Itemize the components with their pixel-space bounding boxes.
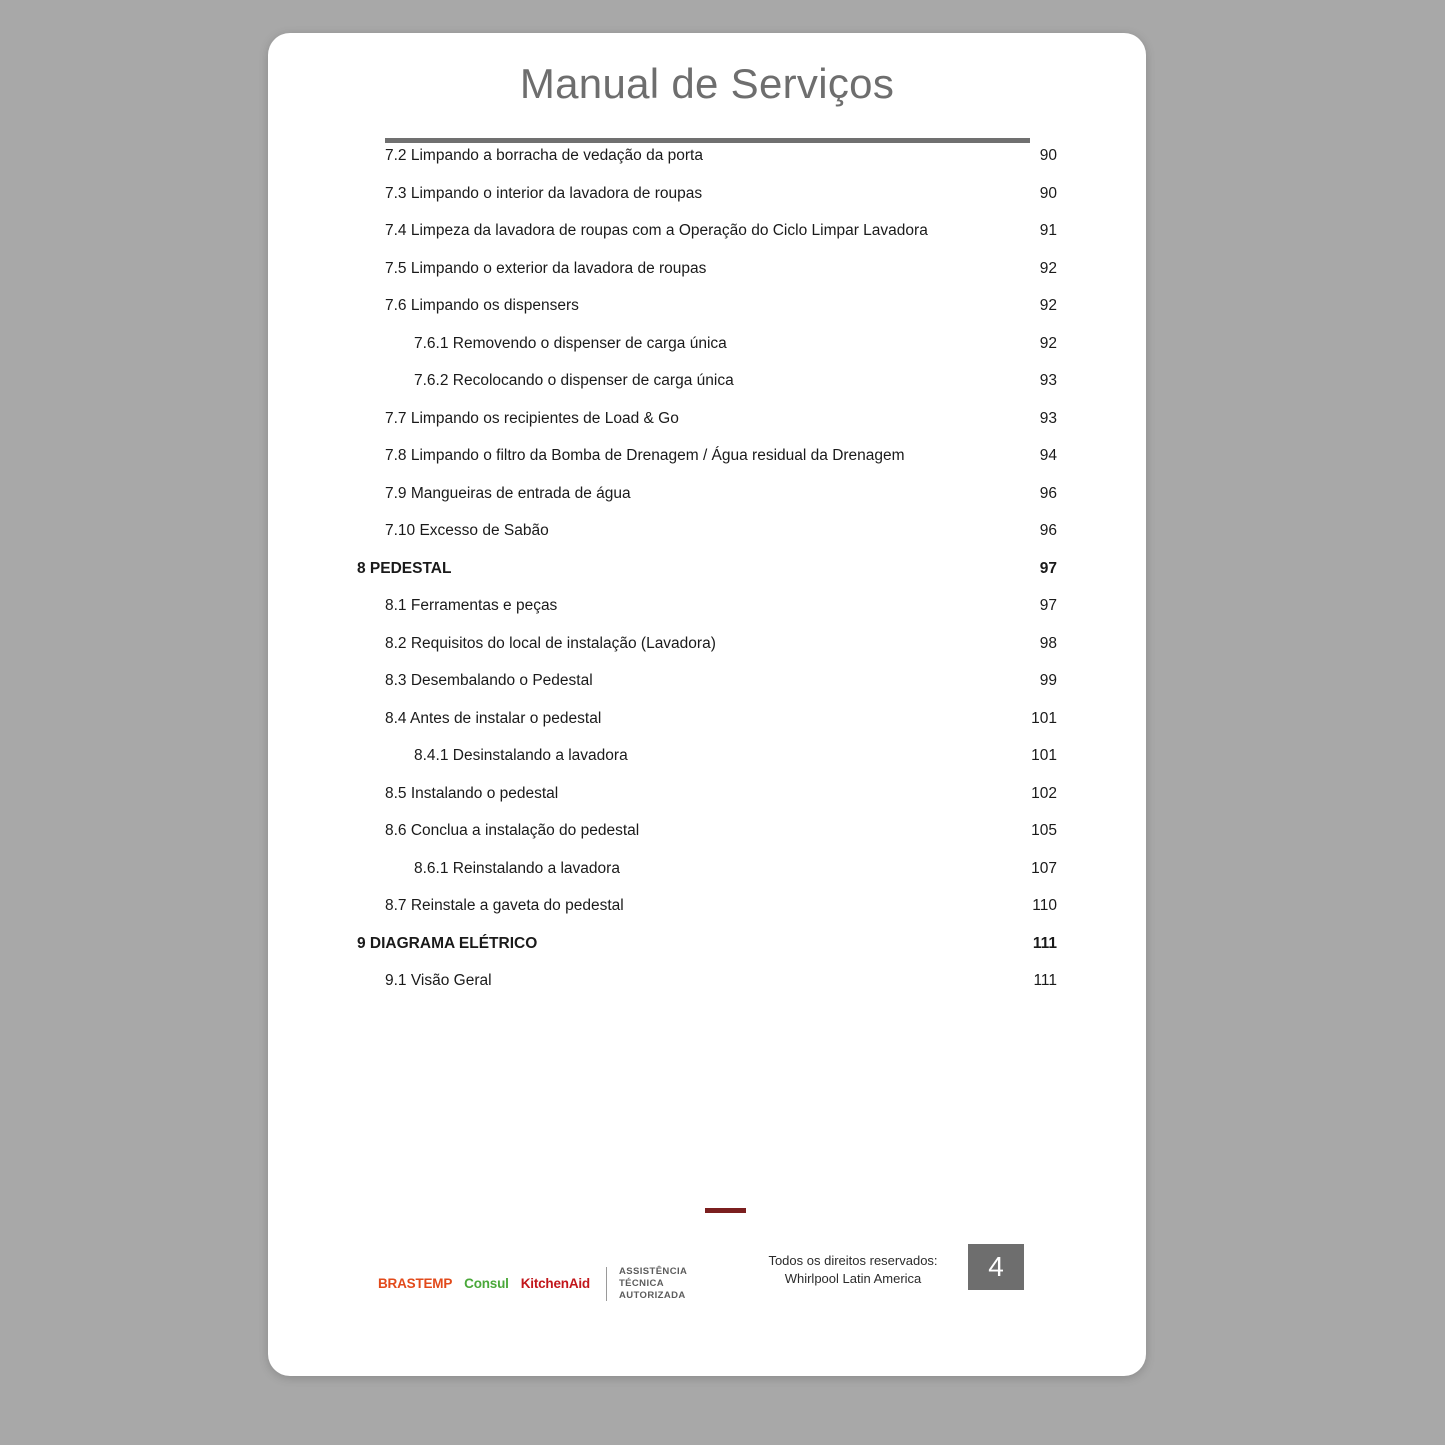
toc-entry-label: 7.10 Excesso de Sabão xyxy=(385,522,549,539)
toc-entry-page: 92 xyxy=(1039,297,1057,314)
toc-entry-page: 101 xyxy=(1031,747,1057,764)
toc-entry-page: 92 xyxy=(1039,334,1057,352)
page-number-badge: 4 xyxy=(968,1244,1024,1290)
brand-kitchenaid: KitchenAid xyxy=(520,1276,590,1292)
toc-entry-label: 8.7 Reinstale a gaveta do pedestal xyxy=(385,897,624,914)
brand-brastemp: BRASTEMP xyxy=(378,1276,453,1292)
brand-consul: Consul xyxy=(464,1276,509,1292)
toc-entry[interactable] xyxy=(357,597,1057,635)
page-footer xyxy=(268,1208,1146,1318)
toc-entry-page: 93 xyxy=(1039,372,1057,389)
toc-entry[interactable] xyxy=(357,335,1057,373)
toc-entry-page: 90 xyxy=(1039,184,1057,202)
toc-entry[interactable] xyxy=(357,297,1057,335)
toc-entry-label: 7.8 Limpando o filtro da Bomba de Drenagem / Água residual da Drenagem xyxy=(385,447,905,464)
toc-entry-label: 7.6.1 Removendo o dispenser de carga única xyxy=(414,334,727,352)
toc-entry-page: 97 xyxy=(1039,559,1057,577)
toc-entry-label: 7.6.2 Recolocando o dispenser de carga única xyxy=(414,372,734,389)
toc-entry-page: 107 xyxy=(1031,859,1057,877)
toc-entry[interactable] xyxy=(357,447,1057,485)
toc-entry[interactable] xyxy=(357,822,1057,860)
toc-entry[interactable] xyxy=(357,260,1057,298)
toc-entry-page: 98 xyxy=(1039,634,1057,652)
copyright-notice xyxy=(738,1252,968,1287)
toc-entry[interactable] xyxy=(357,972,1057,1010)
rights-line-2: Whirlpool Latin America xyxy=(784,1270,922,1286)
toc-entry-label: 8.5 Instalando o pedestal xyxy=(385,784,559,802)
toc-entry[interactable] xyxy=(357,372,1057,410)
toc-entry[interactable] xyxy=(357,485,1057,523)
toc-entry-page: 102 xyxy=(1031,784,1057,802)
toc-entry[interactable] xyxy=(357,635,1057,673)
toc-entry[interactable] xyxy=(357,185,1057,223)
toc-entry-page: 111 xyxy=(1033,972,1057,989)
toc-entry-page: 96 xyxy=(1039,484,1057,502)
toc-entry-label: 7.4 Limpeza da lavadora de roupas com a Operação do Ciclo Limpar Lavadora xyxy=(385,222,928,239)
toc-entry-label: 7.2 Limpando a borracha de vedação da porta xyxy=(385,147,703,164)
toc-entry-label: 8.4.1 Desinstalando a lavadora xyxy=(414,747,628,764)
toc-entry[interactable] xyxy=(357,897,1057,935)
toc-entry-page: 97 xyxy=(1039,597,1057,614)
toc-entry-label: 9 DIAGRAMA ELÉTRICO xyxy=(357,934,538,952)
document-page xyxy=(268,33,1146,1376)
toc-entry-label: 8.6.1 Reinstalando a lavadora xyxy=(414,859,620,877)
toc-entry[interactable] xyxy=(357,860,1057,898)
toc-entry-page: 111 xyxy=(1032,934,1057,952)
assistance-line-1: ASSISTÊNCIA xyxy=(618,1266,688,1277)
brand-divider xyxy=(606,1267,607,1301)
toc-entry-label: 7.7 Limpando os recipientes de Load & Go xyxy=(385,409,679,427)
toc-entry[interactable] xyxy=(357,522,1057,560)
toc-entry[interactable] xyxy=(357,222,1057,260)
toc-entry-page: 94 xyxy=(1039,447,1057,464)
page-title: Manual de Serviços xyxy=(519,60,895,107)
toc-entry[interactable] xyxy=(357,747,1057,785)
toc-entry-page: 93 xyxy=(1039,409,1057,427)
toc-entry-label: 8.6 Conclua a instalação do pedestal xyxy=(385,822,640,839)
toc-entry-page: 105 xyxy=(1031,822,1057,839)
toc-entry[interactable] xyxy=(357,672,1057,710)
brand-bar xyxy=(378,1266,687,1302)
authorized-service-label xyxy=(619,1266,687,1302)
toc-entry-page: 101 xyxy=(1031,709,1057,727)
toc-entry-label: 8.2 Requisitos do local de instalação (Lavadora) xyxy=(385,634,716,652)
toc-entry-label: 7.5 Limpando o exterior da lavadora de roupas xyxy=(385,259,707,277)
toc-entry[interactable] xyxy=(357,710,1057,748)
toc-entry-label: 8.1 Ferramentas e peças xyxy=(385,597,558,614)
toc-entry[interactable] xyxy=(357,560,1057,598)
assistance-line-3: AUTORIZADA xyxy=(618,1289,686,1301)
toc-entry-page: 96 xyxy=(1039,522,1057,539)
rights-line-1: Todos os direitos reservados: xyxy=(768,1253,938,1268)
toc-entry-label: 7.3 Limpando o interior da lavadora de roupas xyxy=(385,184,703,202)
toc-entry-page: 92 xyxy=(1039,259,1057,277)
toc-entry[interactable] xyxy=(357,410,1057,448)
toc-entry-page: 99 xyxy=(1039,672,1057,689)
toc-entry-page: 110 xyxy=(1032,897,1057,914)
toc-entry-page: 90 xyxy=(1039,147,1057,164)
toc-entry-label: 8.4 Antes de instalar o pedestal xyxy=(385,709,602,727)
toc-entry-label: 7.6 Limpando os dispensers xyxy=(385,297,579,314)
toc-entry-page: 91 xyxy=(1039,222,1057,239)
footer-accent-dash xyxy=(705,1208,746,1213)
toc-entry[interactable] xyxy=(357,935,1057,973)
toc-entry[interactable] xyxy=(357,147,1057,185)
toc-entry-label: 8 PEDESTAL xyxy=(357,559,452,577)
toc-entry[interactable] xyxy=(357,785,1057,823)
assistance-line-2: TÉCNICA xyxy=(618,1277,665,1289)
toc-entry-label: 9.1 Visão Geral xyxy=(385,972,492,989)
toc-entry-label: 8.3 Desembalando o Pedestal xyxy=(385,672,593,689)
table-of-contents xyxy=(357,143,1057,1010)
toc-entry-label: 7.9 Mangueiras de entrada de água xyxy=(385,484,631,502)
